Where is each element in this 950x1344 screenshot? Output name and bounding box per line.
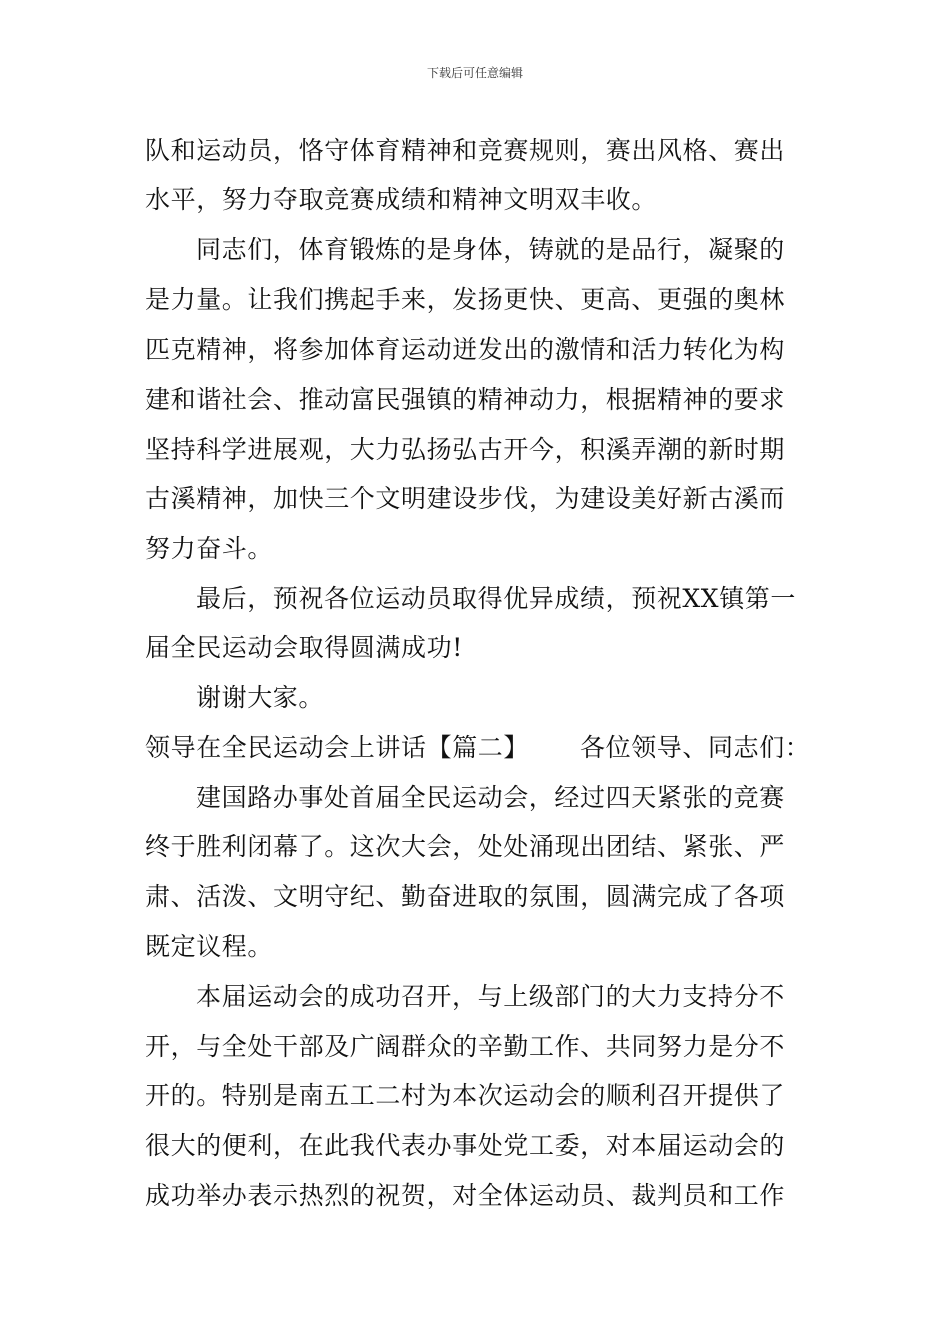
text-line: 匹克精神，将参加体育运动迸发出的激情和活力转化为构 <box>145 335 786 364</box>
text-line: 最后，预祝各位运动员取得优异成绩，预祝XX镇第一 <box>196 584 796 613</box>
text-line: 建和谐社会、推动富民强镇的精神动力，根据精神的要求 <box>145 385 786 414</box>
text-line: 开的。特别是南五工二村为本次运动会的顺利召开提供了 <box>145 1081 786 1110</box>
text-line: 本届运动会的成功召开，与上级部门的大力支持分不 <box>196 982 785 1011</box>
text-line: 肃、活泼、文明守纪、勤奋进取的氛围，圆满完成了各项 <box>145 882 786 911</box>
text-line: 水平，努力夺取竞赛成绩和精神文明双丰收。 <box>145 185 658 214</box>
section-title: 领导在全民运动会上讲话【篇二】 <box>145 733 530 762</box>
text-line: 坚持科学进展观，大力弘扬弘古开今，积溪弄潮的新时期 <box>145 435 786 464</box>
text-line: 成功举办表示热烈的祝贺，对全体运动员、裁判员和工作 <box>145 1181 786 1210</box>
text-line: 既定议程。 <box>145 932 274 961</box>
text-line: 古溪精神，加快三个文明建设步伐，为建设美好新古溪而 <box>145 484 786 513</box>
page-header-note: 下载后可任意编辑 <box>426 66 523 80</box>
text-line: 是力量。让我们携起手来，发扬更快、更高、更强的奥林 <box>145 285 786 314</box>
text-line: 届全民运动会取得圆满成功! <box>145 633 463 662</box>
text-line: 建国路办事处首届全民运动会，经过四天紧张的竞赛 <box>196 783 785 812</box>
text-line: 终于胜利闭幕了。这次大会，处处涌现出团结、紧张、严 <box>145 832 786 861</box>
text-line: 队和运动员，恪守体育精神和竞赛规则，赛出风格、赛出 <box>145 136 786 165</box>
section-greeting: 各位领导、同志们： <box>580 733 811 762</box>
text-line: 同志们，体育锻炼的是身体，铸就的是品行，凝聚的 <box>196 235 785 264</box>
text-line: 很大的便利，在此我代表办事处党工委，对本届运动会的 <box>145 1131 786 1160</box>
text-line: 开，与全处干部及广阔群众的辛勤工作、共同努力是分不 <box>145 1032 786 1061</box>
text-line: 谢谢大家。 <box>196 683 325 712</box>
text-line: 努力奋斗。 <box>145 534 274 563</box>
